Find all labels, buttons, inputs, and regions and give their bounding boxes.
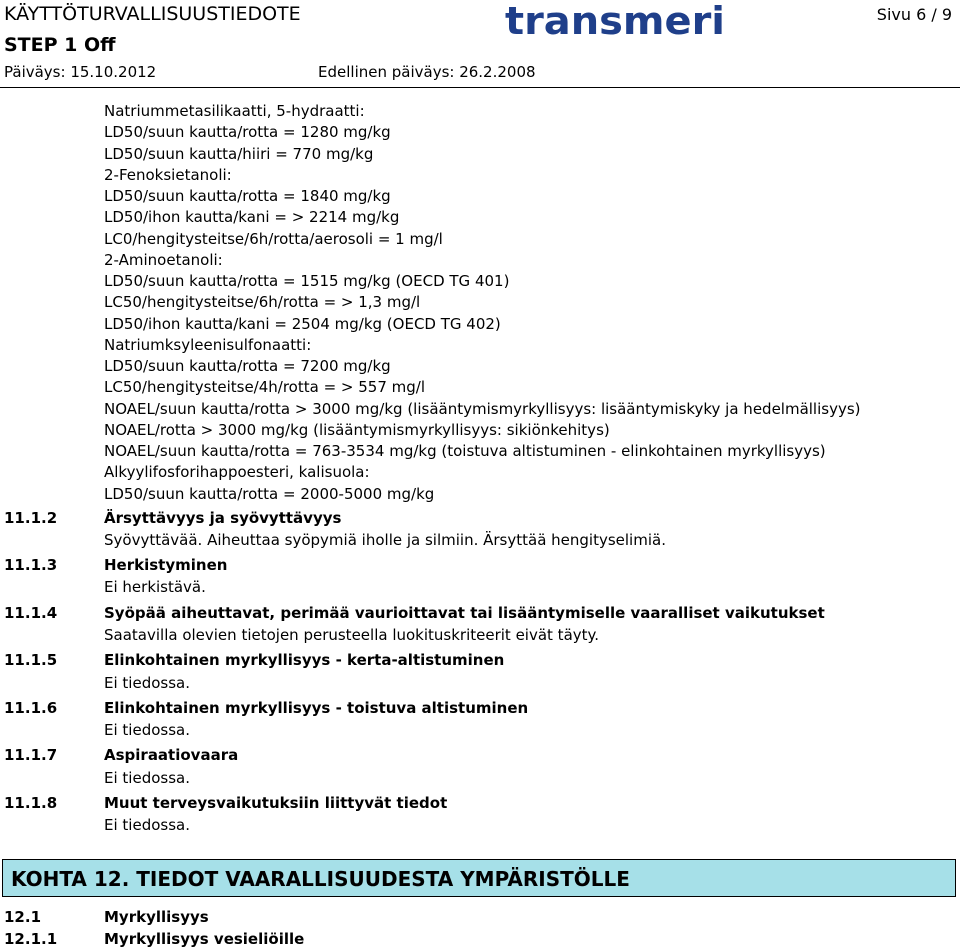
section-title: Aspiraatiovaara bbox=[104, 746, 239, 764]
section-text: Ei tiedossa. bbox=[104, 769, 190, 787]
chapter-title: KOHTA 12. TIEDOT VAARALLISUUDESTA YMPÄRISTÖLLE bbox=[11, 867, 630, 891]
tox-line: NOAEL/suun kautta/rotta = 763-3534 mg/kg (toistuva altistuminen - elinkohtainen myrkyllisyys) bbox=[104, 442, 826, 460]
section-number: 11.1.6 bbox=[4, 699, 58, 717]
subsection-number: 12.1.1 bbox=[4, 930, 58, 948]
section-title: Syöpää aiheuttavat, perimää vaurioittavat tai lisääntymiselle vaaralliset vaikutukset bbox=[104, 604, 825, 622]
section-text: Saatavilla olevien tietojen perusteella luokituskriteerit eivät täyty. bbox=[104, 626, 600, 644]
tox-line: 2-Fenoksietanoli: bbox=[104, 166, 232, 184]
tox-line: Alkyylifosforihappoesteri, kalisuola: bbox=[104, 463, 370, 481]
tox-line: LD50/ihon kautta/kani = > 2214 mg/kg bbox=[104, 208, 400, 226]
chapter-banner bbox=[2, 859, 956, 897]
tox-line: LC0/hengitysteitse/6h/rotta/aerosoli = 1 mg/l bbox=[104, 230, 443, 248]
tox-line: LD50/ihon kautta/kani = 2504 mg/kg (OECD TG 402) bbox=[104, 315, 501, 333]
document-title: KÄYTTÖTURVALLISUUSTIEDOTE bbox=[4, 3, 301, 25]
logo-text: transmeri bbox=[505, 4, 725, 40]
tox-line: Natriumksyleenisulfonaatti: bbox=[104, 336, 312, 354]
subsection-title: Myrkyllisyys vesieliöille bbox=[104, 930, 305, 948]
section-title: Muut terveysvaikutuksiin liittyvät tiedot bbox=[104, 794, 448, 812]
section-title: Ärsyttävyys ja syövyttävyys bbox=[104, 509, 342, 527]
section-text: Syövyttävää. Aiheuttaa syöpymiä iholle ja silmiin. Ärsyttää hengityselimiä. bbox=[104, 531, 666, 549]
tox-line: LD50/suun kautta/hiiri = 770 mg/kg bbox=[104, 145, 374, 163]
section-number: 11.1.5 bbox=[4, 651, 58, 669]
section-text: Ei tiedossa. bbox=[104, 721, 190, 739]
section-number: 11.1.7 bbox=[4, 746, 58, 764]
tox-line: LD50/suun kautta/rotta = 1280 mg/kg bbox=[104, 123, 391, 141]
section-text: Ei tiedossa. bbox=[104, 816, 190, 834]
page-number: Sivu 6 / 9 bbox=[876, 5, 952, 24]
tox-line: LC50/hengitysteitse/6h/rotta = > 1,3 mg/l bbox=[104, 293, 421, 311]
section-title: Elinkohtainen myrkyllisyys - toistuva altistuminen bbox=[104, 699, 529, 717]
tox-line: LD50/suun kautta/rotta = 1840 mg/kg bbox=[104, 187, 391, 205]
section-text: Ei tiedossa. bbox=[104, 674, 190, 692]
tox-line: LC50/hengitysteitse/4h/rotta = > 557 mg/l bbox=[104, 378, 425, 396]
header-divider bbox=[0, 87, 960, 88]
section-number: 11.1.4 bbox=[4, 604, 58, 622]
section-number: 11.1.2 bbox=[4, 509, 58, 527]
section-title: Herkistyminen bbox=[104, 556, 228, 574]
transmeri-logo bbox=[505, 4, 727, 40]
tox-line: NOAEL/rotta > 3000 mg/kg (lisääntymismyrkyllisyys: sikiönkehitys) bbox=[104, 421, 610, 439]
subsection-title: Myrkyllisyys bbox=[104, 908, 209, 926]
section-text: Ei herkistävä. bbox=[104, 578, 206, 596]
subsection-number: 12.1 bbox=[4, 908, 42, 926]
issue-date: Päiväys: 15.10.2012 bbox=[4, 63, 157, 81]
section-number: 11.1.8 bbox=[4, 794, 58, 812]
product-name: STEP 1 Off bbox=[4, 34, 116, 56]
tox-line: LD50/suun kautta/rotta = 7200 mg/kg bbox=[104, 357, 391, 375]
tox-line: LD50/suun kautta/rotta = 2000-5000 mg/kg bbox=[104, 485, 435, 503]
previous-date: Edellinen päiväys: 26.2.2008 bbox=[318, 63, 536, 81]
tox-line: NOAEL/suun kautta/rotta > 3000 mg/kg (lisääntymismyrkyllisyys: lisääntymiskyky ja hedelmällisyys) bbox=[104, 400, 861, 418]
tox-line: Natriummetasilikaatti, 5-hydraatti: bbox=[104, 102, 365, 120]
tox-line: LD50/suun kautta/rotta = 1515 mg/kg (OECD TG 401) bbox=[104, 272, 510, 290]
tox-line: 2-Aminoetanoli: bbox=[104, 251, 223, 269]
section-title: Elinkohtainen myrkyllisyys - kerta-altistuminen bbox=[104, 651, 505, 669]
section-number: 11.1.3 bbox=[4, 556, 58, 574]
